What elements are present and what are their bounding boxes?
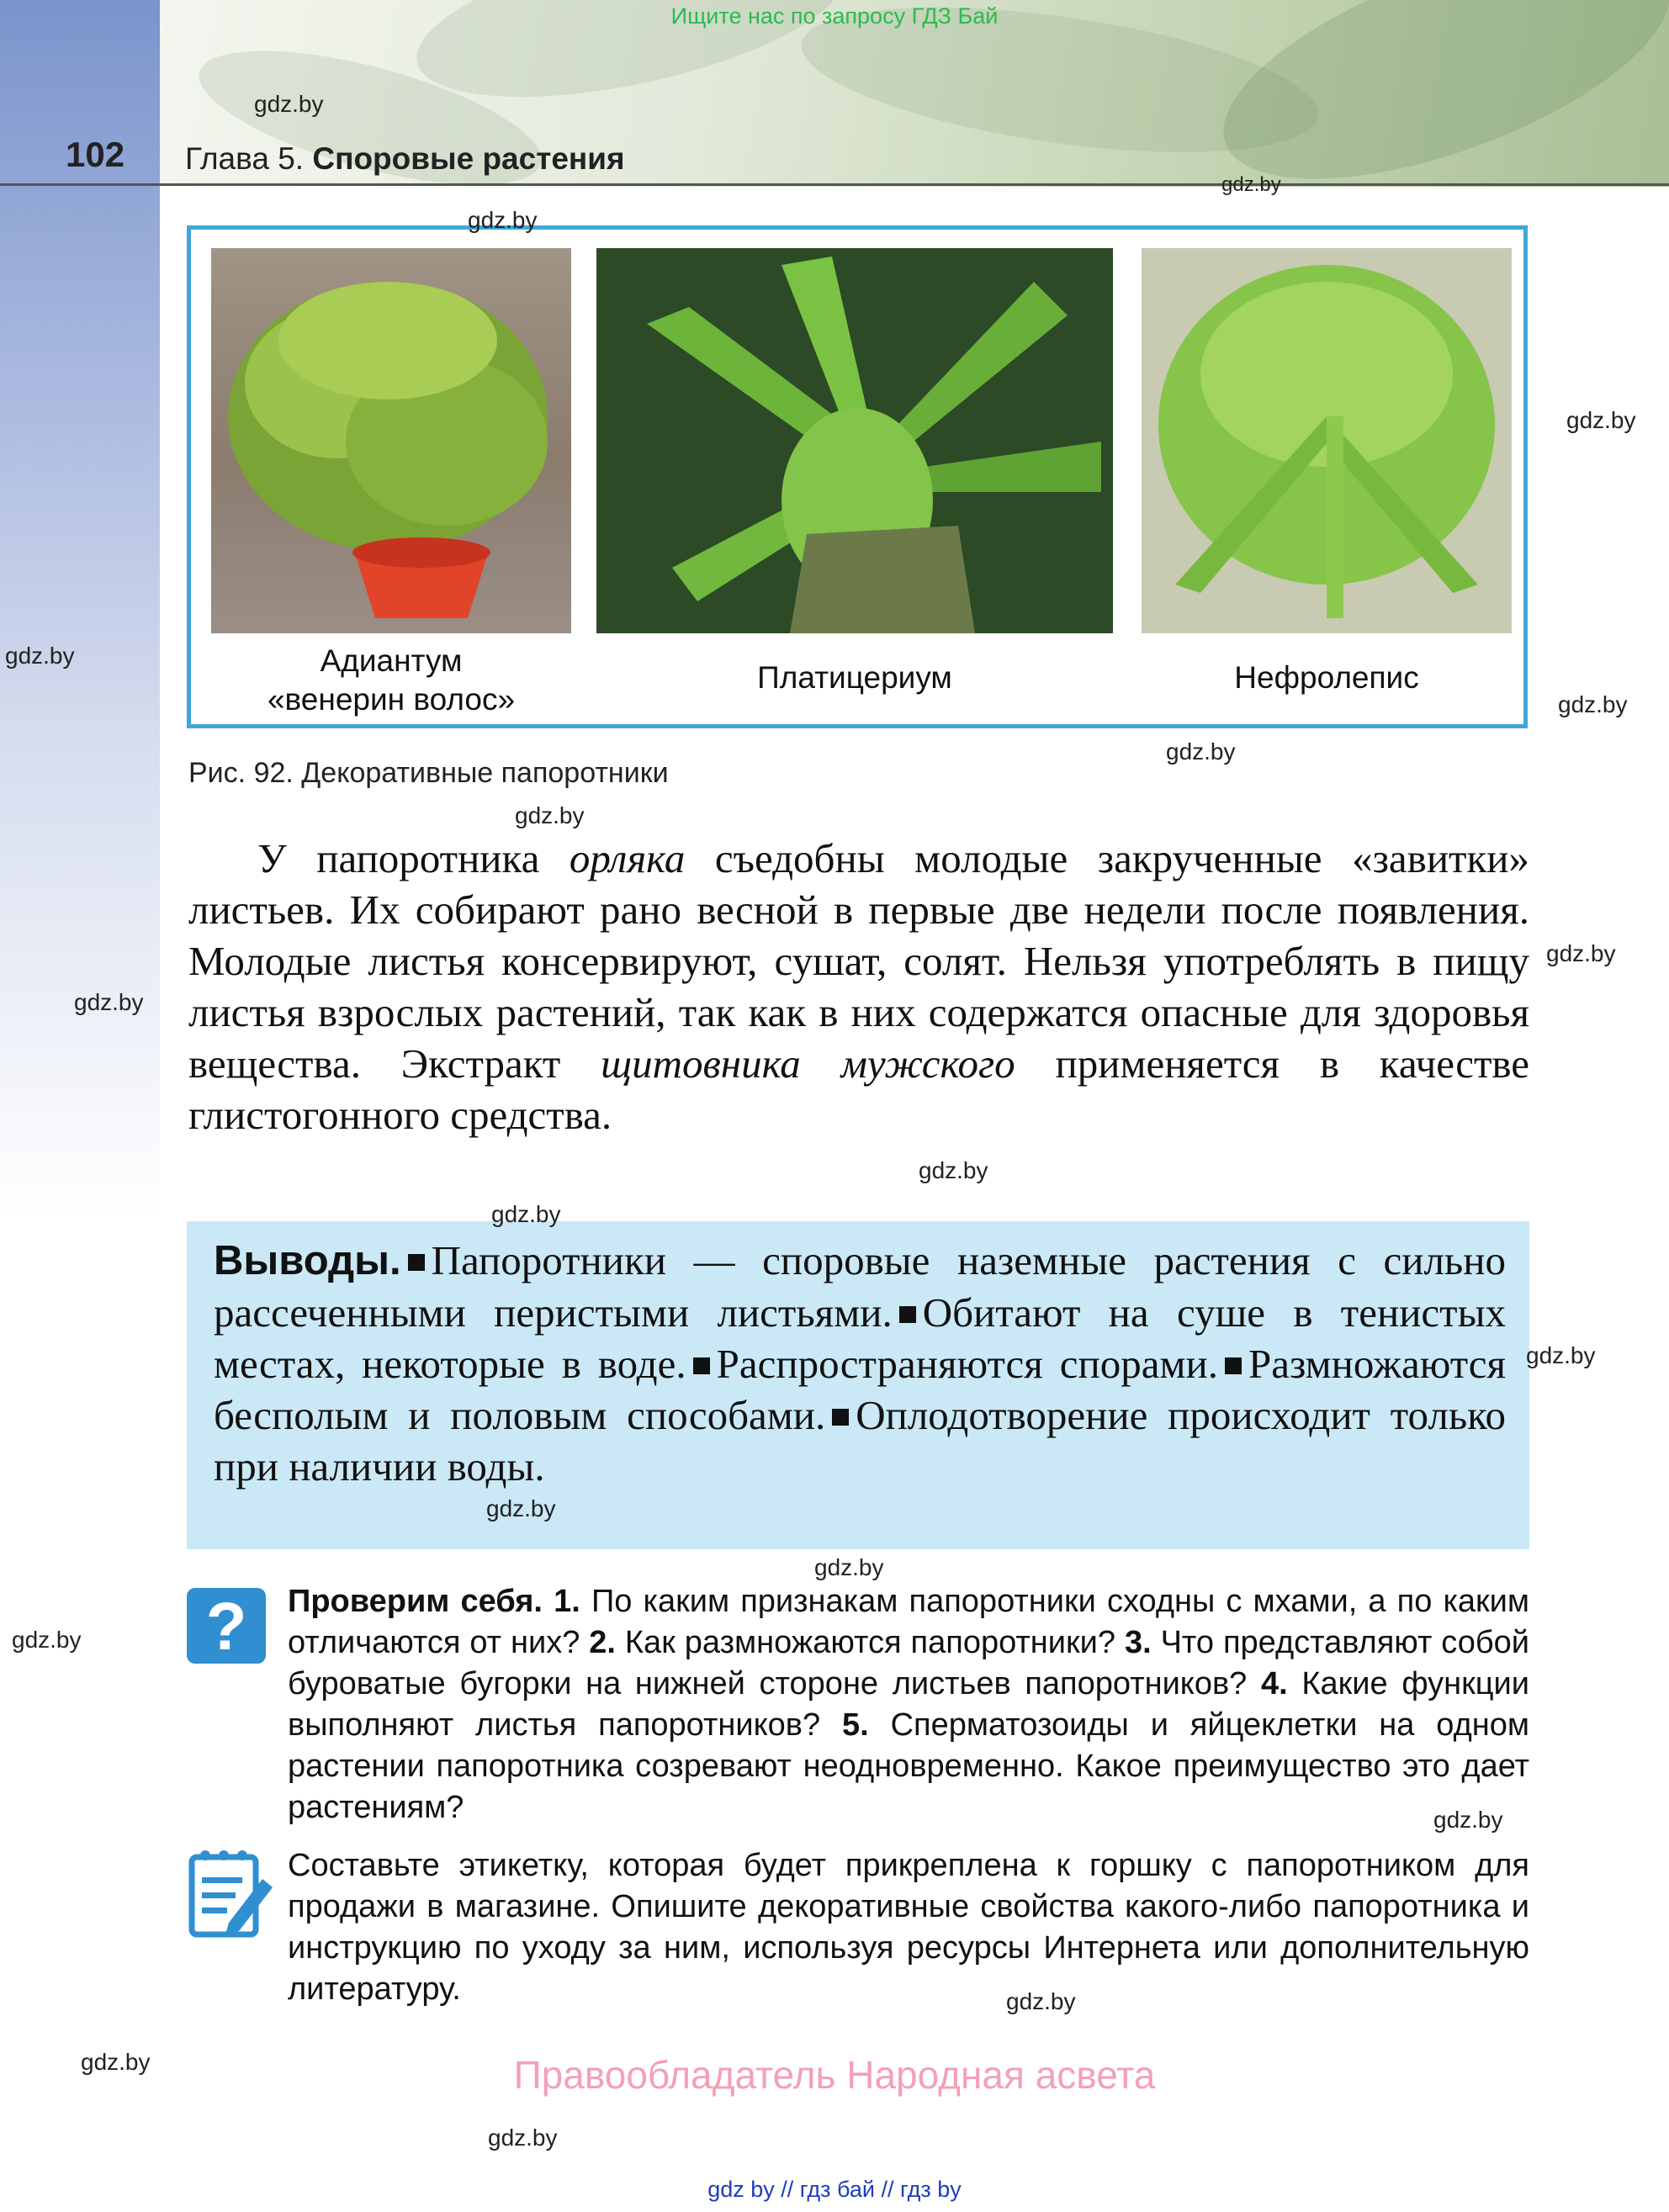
search-banner-link[interactable]: Ищите нас по запросу ГДЗ Бай [670,3,999,29]
watermark: gdz.by [1546,940,1616,966]
assignment-text: Составьте этикетку, которая будет прикреплена к горшку с папоротником для продажи в магазине. Опишите декоративные свойства какого-либо папоротника и инструкцию по уходу за ним, используя ресурсы Интернета или дополнительную литературу. [288,1848,1529,2007]
chapter-prefix: Глава 5. [185,141,305,176]
question-text: Какие функции выполняют листья папоротников? [288,1666,1530,1743]
watermark: gdz.by [814,1554,884,1580]
watermark: gdz.by [1166,738,1236,765]
question-number: 1. [554,1584,580,1619]
question-text: Что представляют собой буроватые бугорки на нижней стороне листьев папоротников? [288,1625,1529,1701]
conclusion-item: Размножаются бесполым и половым способами. [214,1341,1506,1438]
bullet-icon [899,1306,916,1323]
question-icon: ? [187,1588,266,1664]
question-number: 5. [841,1707,869,1743]
watermark: gdz.by [486,1495,556,1521]
conclusions-heading: Выводы. [214,1238,401,1283]
caption-nephrolepis: Нефролепис [1234,660,1419,695]
watermark: gdz.by [919,1157,988,1183]
figure-caption: Рис. 92. Декоративные папоротники [188,757,669,789]
body-paragraph [188,833,1529,1140]
caption-adiantum-line1: Адиантум [320,643,463,678]
questions-heading: Проверим себя. [288,1584,543,1619]
nephrolepis-illustration [1142,248,1512,633]
paragraph-part2: съедобны молодые закрученные «завитки» листьев. Их собирают рано весной в первые две недели после появления. Молодые листья консервируют, сушат, солят. Нельзя употреблять в пищу листья взрослых растений, так как в них содержатся опасные для здоровья вещества. Экстракт [188,835,1529,1087]
photo-nephrolepis [1142,248,1512,633]
bullet-icon [1225,1357,1242,1374]
watermark: gdz.by [74,989,144,1015]
bullet-icon [693,1357,710,1374]
adiantum-illustration [211,248,571,633]
paragraph-part3: применяется в качестве глистогонного средства. [188,1040,1530,1138]
watermark: gdz.by [1558,691,1628,717]
question-number: 3. [1124,1625,1152,1660]
chapter-heading [185,141,625,177]
watermark: gdz.by [254,91,324,117]
paragraph-part1: У папоротника [257,835,570,881]
bullet-icon [832,1409,849,1426]
paragraph-italic-bracken: орляка [569,835,686,881]
watermark: gdz.by [1566,407,1636,433]
conclusion-item: Обитают на суше в тенистых местах, некоторые в воде. [214,1289,1506,1387]
watermark: gdz.by [468,207,538,233]
caption-platycerium: Платицериум [757,660,952,695]
watermark: gdz.by [1526,1342,1596,1368]
photo-adiantum [211,248,571,633]
header-divider [0,183,1669,186]
conclusion-item: Распространяются спорами. [716,1341,1218,1387]
photo-platycerium [596,248,1113,633]
watermark: gdz.by [515,802,585,828]
question-text: По каким признакам папоротники сходны с мхами, а по каким отличаются от них? [288,1584,1530,1660]
figure-frame [187,225,1528,728]
watermark: gdz.by [1433,1807,1503,1833]
copyright-notice: Правообладатель Народная асвета [513,2053,1156,2097]
paragraph-italic-male-fern: щитовника мужского [601,1040,1015,1087]
watermark: gdz.by [5,643,75,669]
watermark: gdz.by [12,1627,82,1653]
question-text: Сперматозоиды и яйцеклетки на одном растении папоротника созревают неодновременно. Какое преимущество это дает растениям? [288,1707,1530,1825]
watermark: gdz.by [1221,173,1281,196]
question-text: Как размножаются папоротники? [624,1625,1115,1660]
conclusions-box [187,1221,1529,1549]
bullet-icon [408,1254,425,1271]
conclusions-text [214,1235,1506,1492]
notepad-pencil-icon [187,1845,274,1939]
chapter-title: Споровые растения [312,141,625,176]
watermark: gdz.by [81,2049,151,2075]
question-number: 4. [1261,1666,1288,1701]
conclusion-item: Папоротники — споровые наземные растения с сильно рассеченными перистыми листьями. [214,1237,1506,1336]
question-number: 2. [589,1625,616,1660]
watermark: gdz.by [488,2125,558,2151]
caption-adiantum-line2: «венерин волос» [267,682,516,717]
watermark: gdz.by [1006,1988,1076,2014]
page-number: 102 [66,135,125,174]
conclusion-item: Оплодотворение происходит только при наличии воды. [214,1392,1506,1490]
platycerium-illustration [596,248,1113,633]
self-check-questions [288,1581,1529,1828]
footer-links[interactable]: gdz by // гдз бай // гдз by [707,2177,962,2202]
watermark: gdz.by [491,1201,561,1227]
caption-adiantum [211,642,571,719]
